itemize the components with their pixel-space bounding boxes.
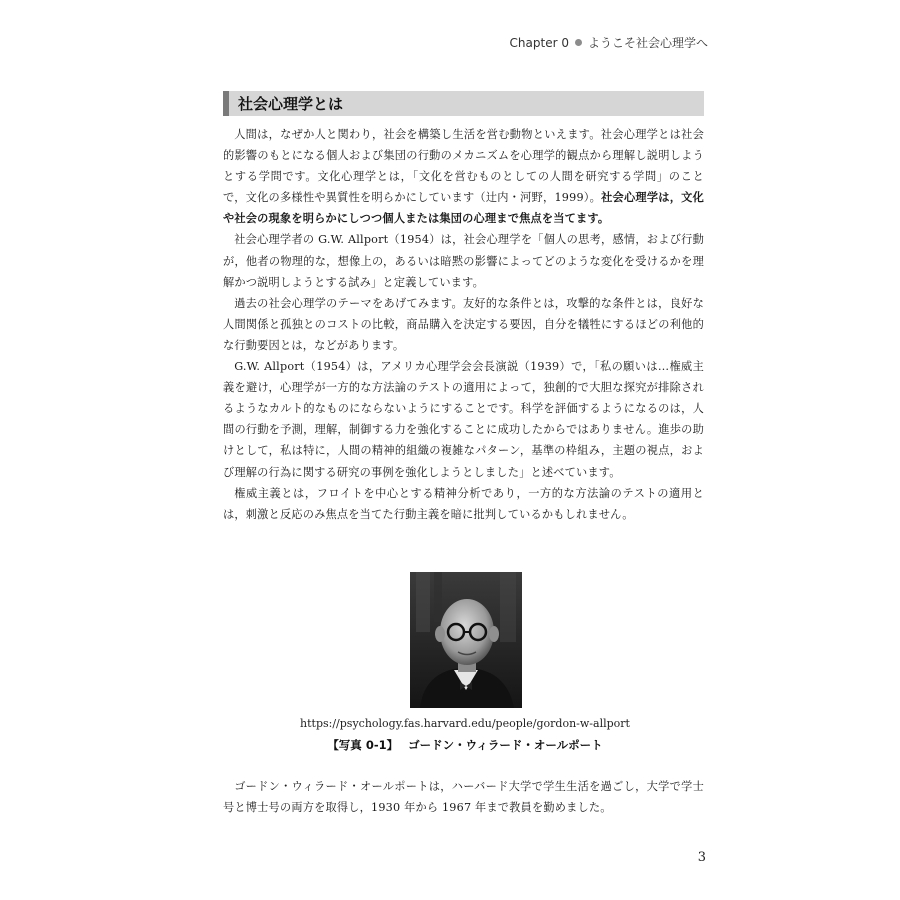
photo-source-url: https://psychology.fas.harvard.edu/people/gordon-w-allport — [300, 717, 630, 730]
paragraph: 過去の社会心理学のテーマをあげてみます。友好的な条件とは，攻撃的な条件とは，良好な人間関係と孤独とのコストの比較，商品購入を決定する要因，自分を犠牲にするほどの利他的な行動要因とは，などがあります。 — [223, 296, 704, 352]
paragraph: G.W. Allport（1954）は，アメリカ心理学会会長演説（1939）で，「私の願いは…権威主義を避け，心理学が一方的な方法論のテストの適用によって，独創的で大胆な探究が排除されるようなカルト的なものにならないようにすることです。科学を評価するようになるのは，人間の行動を予測，理解，制御する力を強化することに成功したからではありません。進歩の助けとして，私は特に，人間の精神的組織の複雑なパターン，基準の枠組み，主題の視点，および理解の行為に関する研究の事例を強化しようとしました」と述べています。 — [223, 360, 704, 479]
chapter-title: ようこそ社会心理学へ — [587, 36, 708, 50]
paragraph: 社会心理学者の G.W. Allport（1954）は，社会心理学を「個人の思考，感情，および行動が，他者の物理的な，想像上の，あるいは暗黙の影響によってどのような変化を受けるかを理解かつ説明しようとする試み」と定義しています。 — [223, 233, 704, 289]
chapter-number: Chapter 0 — [509, 35, 569, 50]
running-header — [510, 34, 708, 51]
paragraph: 権威主義とは，フロイトを中心とする精神分析であり，一方的な方法論のテストの適用とは，刺激と反応のみ焦点を当てた行動主義を暗に批判しているかもしれません。 — [223, 486, 704, 521]
section-heading-text: 社会心理学とは — [238, 95, 344, 113]
bullet-dot-icon — [575, 39, 582, 46]
emphasized-text: 社会心理学は，文化や社会の現象を明らかにしつつ個人または集団の心理まで焦点を当てます。 — [223, 191, 704, 226]
body-text — [223, 124, 704, 525]
photo-caption-text: ゴードン・ウィラード・オールポート — [408, 738, 603, 752]
photo-caption — [300, 737, 630, 753]
portrait-photo — [410, 572, 522, 708]
paragraph — [223, 124, 704, 229]
after-figure-text — [223, 776, 704, 818]
photo-label: 【写真 0-1】 — [327, 738, 399, 752]
portrait-image — [410, 572, 522, 708]
paragraph: ゴードン・ウィラード・オールポートは，ハーバード大学で学生生活を過ごし，大学で学士号と博士号の両方を取得し，1930 年から 1967 年まで教員を勤めました。 — [223, 780, 704, 815]
paragraph-text: 人間は，なぜか人と関わり，社会を構築し生活を営む動物といえます。社会心理学とは社会的影響のもとになる個人および集団の行動のメカニズムを心理学的観点から理解し説明しようとする学問です。文化心理学とは，「文化を営むものとしての人間を研究する学問」のことで，文化の多様性や異質性を明らかにしています（辻内・河野，1999）。 — [223, 128, 704, 205]
section-heading — [223, 91, 704, 116]
page-number: 3 — [697, 850, 706, 865]
